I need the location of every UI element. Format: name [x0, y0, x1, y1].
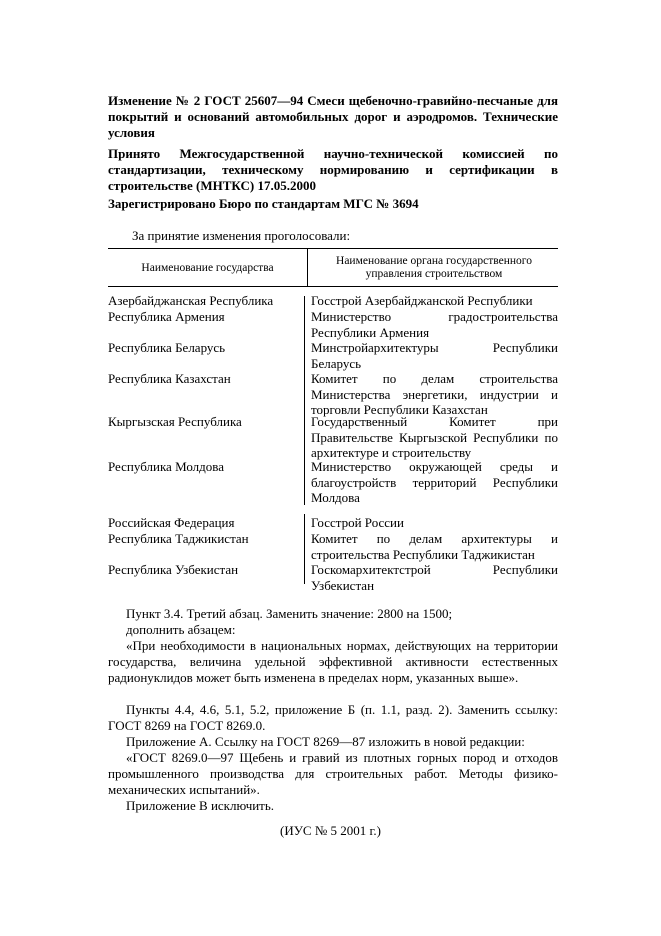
voting-intro: За принятие изменения проголосовали: — [132, 228, 351, 243]
table-row-state: Республика Узбекистан — [108, 562, 239, 577]
appendix-a-change: Приложение А. Ссылку на ГОСТ 8269—87 изложить в новой редакции: — [126, 734, 525, 749]
column-header-organ: Наименование органа государственного управления строительством — [336, 255, 532, 280]
table-row-organ: Министерство окружающей среды и благоустройств территорий Республики Молдова — [311, 459, 558, 505]
table-row-state: Республика Армения — [108, 309, 225, 324]
clause-3-4-quote: «При необходимости в национальных нормах, действующих на территории государства, величина удельной эффективной активности естественных радионуклидов может быть изменена в пределах норм, указанных выше». — [108, 638, 558, 685]
source-reference: (ИУС № 5 2001 г.) — [280, 823, 381, 838]
table-row-organ: Министерство градостроительства Республики Армения — [311, 309, 558, 340]
column-header-state: Наименование государства — [141, 261, 274, 274]
clauses-reference-change: Пункты 4.4, 4.6, 5.1, 5.2, приложение Б (п. 1.1, разд. 2). Заменить ссылку: ГОСТ 8269 на ГОСТ 8269.0. — [108, 702, 558, 733]
clause-3-4-addition: дополнить абзацем: — [126, 622, 236, 637]
table-row-organ: Госстрой России — [311, 515, 404, 530]
clause-3-4-text: Пункт 3.4. Третий абзац. Заменить значение: 2800 на 1500; — [126, 606, 453, 621]
table-row-state: Республика Беларусь — [108, 340, 226, 355]
table-header-divider — [307, 249, 308, 286]
table-header-rule — [108, 286, 558, 287]
table-row-organ: Госкомархитектстрой Республики Узбекистан — [311, 562, 558, 593]
table-column-divider — [304, 296, 305, 505]
table-row-organ: Государственный Комитет при Правительстве Кыргызской Республики по архитектуре и строительству — [311, 414, 558, 460]
table-row-state: Республика Таджикистан — [108, 531, 249, 546]
table-row-organ: Госстрой Азербайджанской Республики — [311, 293, 533, 308]
table-row-organ: Комитет по делам строительства Министерства энергетики, индустрии и торговли Республики Казахстан — [311, 371, 558, 417]
table-top-rule — [108, 248, 558, 249]
registration-statement: Зарегистрировано Бюро по стандартам МГС № 3694 — [108, 196, 419, 211]
appendix-a-quote: «ГОСТ 8269.0—97 Щебень и гравий из плотных горных пород и отходов промышленного производства для строительных работ. Методы физико-механических испытаний». — [108, 750, 558, 797]
appendix-b-change: Приложение В исключить. — [126, 798, 275, 813]
table-row-state: Республика Молдова — [108, 459, 224, 474]
table-row-state: Российская Федерация — [108, 515, 235, 530]
table-row-organ: Минстройархитектуры Республики Беларусь — [311, 340, 558, 371]
amendment-title: Изменение № 2 ГОСТ 25607—94 Смеси щебеночно-гравийно-песчаные для покрытий и оснований автомобильных дорог и аэродромов. Технические условия — [108, 93, 558, 140]
table-row-organ: Комитет по делам архитектуры и строительства Республики Таджикистан — [311, 531, 558, 562]
adoption-statement: Принято Межгосударственной научно-технической комиссией по стандартизации, техническому нормированию и сертификации в строительстве (МНТКС) 17.05.2000 — [108, 146, 558, 193]
table-row-state: Республика Казахстан — [108, 371, 231, 386]
table-column-divider — [304, 514, 305, 584]
table-row-state: Кыргызская Республика — [108, 414, 242, 429]
table-row-state: Азербайджанская Республика — [108, 293, 274, 308]
